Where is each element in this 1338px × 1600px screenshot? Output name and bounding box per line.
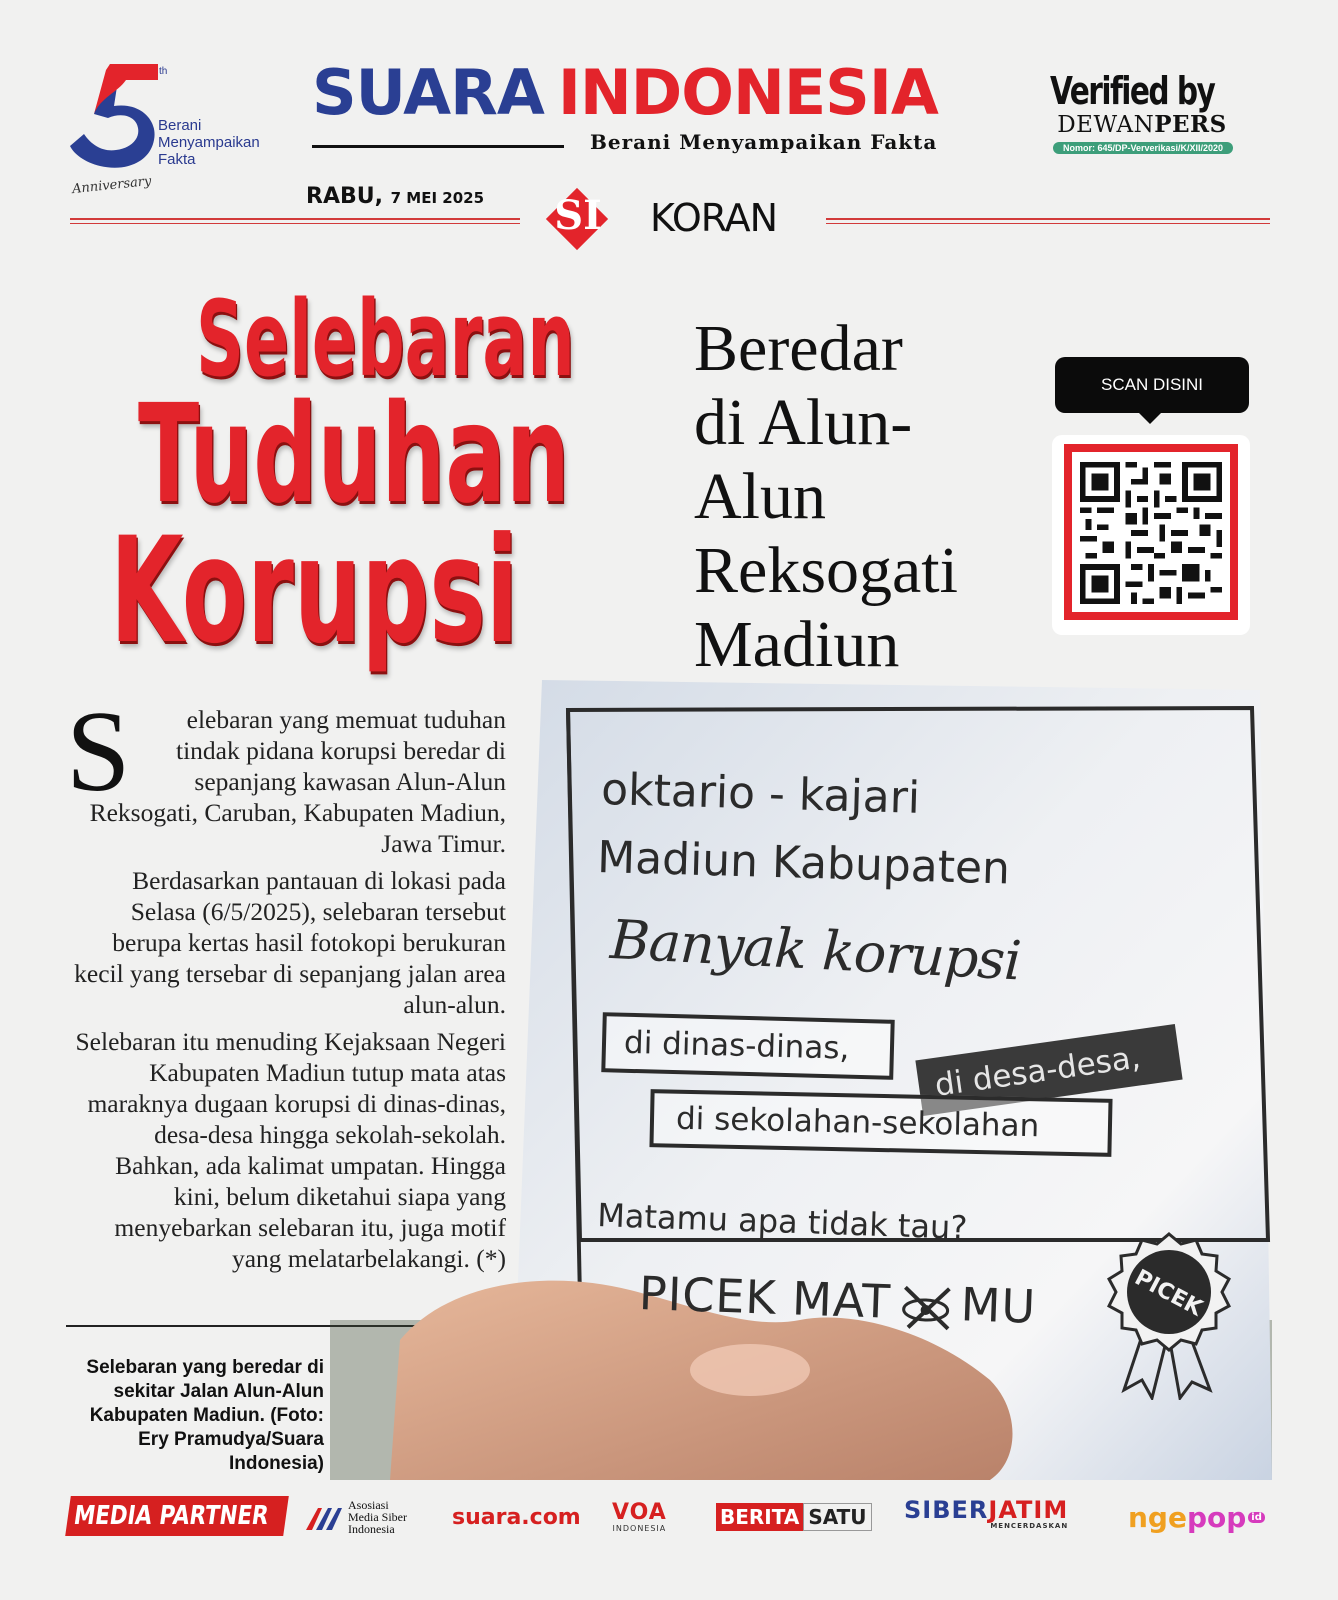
anniversary-logo	[70, 62, 290, 212]
media-partner-label	[65, 1496, 289, 1536]
article-paragraph: Selebaran itu menuding Kejaksaan Negeri Kabupaten Madiun tutup mata atas maraknya dugaan korupsi di dinas-dinas, desa-desa hingga sekolah-sekolah. Bahkan, ada kalimat umpatan. Hingga kini, belum diketahui siapa yang menyebarkan selebaran itu, juga motif yang melatarbelakangi. (*)	[75, 1027, 506, 1273]
verification-number: Nomor: 645/DP-Ververikasi/K/XII/2020	[1053, 142, 1233, 154]
flyer-line1: oktario - kajari	[600, 764, 921, 824]
header-rule	[70, 223, 520, 224]
siber-text: SIBER	[904, 1496, 989, 1524]
ngepop-badge: id	[1248, 1512, 1265, 1523]
anniversary-script: Anniversary	[71, 173, 153, 198]
flyer-script: Banyak korupsi	[608, 908, 1023, 993]
partner-siberjatim[interactable]	[904, 1498, 1068, 1536]
flyer-box3: di sekolahan-sekolahan	[649, 1089, 1112, 1157]
amsi-text: Indonesia	[348, 1522, 395, 1536]
satu-text: SATU	[803, 1503, 871, 1531]
subheadline-line: di Alun-	[694, 386, 913, 459]
picek-text: PICEK MAT	[638, 1266, 892, 1329]
siber-sub: MENCERDASKAN	[990, 1522, 1069, 1530]
voa-sub: INDONESIA	[612, 1523, 667, 1533]
ngepop-text: pop	[1186, 1500, 1247, 1534]
picek-seal-icon	[1094, 1230, 1244, 1400]
flyer-box1: di dinas-dinas,	[601, 1012, 894, 1080]
date-day: RABU,	[306, 184, 383, 209]
crossed-eye-icon	[890, 1282, 962, 1330]
subheadline-line: Alun	[694, 460, 826, 533]
dewan-pers-part: PERS	[1154, 111, 1227, 138]
tagline-line: Fakta	[158, 151, 196, 168]
tagline-line: Berani	[158, 117, 202, 134]
headline-line1: Selebaran	[196, 278, 575, 400]
date-value: 7 MEI 2025	[390, 189, 485, 207]
seal-text: PICEK	[1130, 1265, 1207, 1322]
jatim-text: JATIM	[988, 1496, 1069, 1524]
partner-voa[interactable]	[612, 1498, 667, 1536]
partner-ngepop[interactable]	[1128, 1498, 1265, 1536]
section-badge: SI	[554, 192, 602, 239]
anniversary-five-icon	[70, 62, 160, 172]
flyer-box2: di desa-desa,	[915, 1024, 1182, 1116]
brand-part-indonesia: INDONESIA	[557, 56, 938, 129]
section-label: KORAN	[650, 196, 778, 240]
dewan-pers	[1034, 112, 1250, 138]
anniversary-superscript: th	[159, 66, 168, 77]
amsi-logo-icon	[304, 1502, 344, 1532]
masthead	[312, 58, 1032, 158]
headline-line3: Korupsi	[110, 506, 519, 676]
flyer-line2: Madiun Kabupaten	[596, 832, 1011, 895]
subheadline-line: Reksogati	[694, 534, 958, 607]
subheadline	[694, 312, 1024, 682]
photo-caption: Selebaran yang beredar di sekitar Jalan Alun-Alun Kabupaten Madiun. (Foto: Ery Pramudya/Suara Indonesia)	[86, 1357, 324, 1474]
media-partner-text: MEDIA PARTNER	[71, 1501, 271, 1531]
scan-bubble-tail	[1136, 410, 1164, 424]
anniversary-tagline	[158, 117, 298, 168]
amsi-text: Media Siber	[348, 1510, 407, 1524]
flyer-question: Matamu apa tidak tau?	[596, 1196, 968, 1247]
partner-beritasatu[interactable]	[716, 1498, 872, 1536]
amsi-text: Asosiasi	[348, 1498, 389, 1512]
brand-part-suara: SUARA	[312, 56, 544, 129]
verified-badge	[1050, 70, 1250, 160]
scan-label: SCAN DISINI	[1055, 357, 1249, 413]
paragraph-text: elebaran yang memuat tuduhan tindak pidana korupsi beredar di sepanjang kawasan Alun-Alun Reksogati, Caruban, Kabupaten Madiun, Jawa Timur.	[89, 705, 506, 858]
header-rule	[826, 218, 1270, 220]
ngepop-text: nge	[1128, 1500, 1187, 1534]
dewan-pers-part: DEWAN	[1057, 112, 1155, 138]
header-rule	[70, 218, 520, 220]
picek-text: MU	[959, 1277, 1038, 1334]
drop-cap: S	[66, 688, 131, 816]
tagline-line: Menyampaikan	[158, 134, 260, 151]
headline-line2: Tuduhan	[138, 376, 570, 534]
slogan-divider	[312, 145, 564, 148]
brand-logo	[312, 58, 938, 128]
voa-text: VOA	[612, 1499, 667, 1525]
subheadline-line: Madiun	[694, 608, 900, 681]
brand-slogan: Berani Menyampaikan Fakta	[590, 130, 938, 154]
berita-text: BERITA	[716, 1503, 803, 1531]
subheadline-line: Beredar	[694, 312, 903, 385]
header-rule	[826, 223, 1270, 224]
partner-suara[interactable]: suara.com	[452, 1504, 581, 1530]
dateline	[306, 184, 484, 209]
qr-code-icon[interactable]	[1080, 462, 1222, 604]
verified-title: Verified by	[1050, 69, 1215, 113]
article-paragraph: Berdasarkan pantauan di lokasi pada Selasa (6/5/2025), selebaran tersebut berupa kertas hasil fotokopi berukuran kecil yang tersebar di sepanjang jalan area alun-alun.	[74, 866, 506, 1019]
partner-amsi[interactable]	[304, 1498, 407, 1536]
